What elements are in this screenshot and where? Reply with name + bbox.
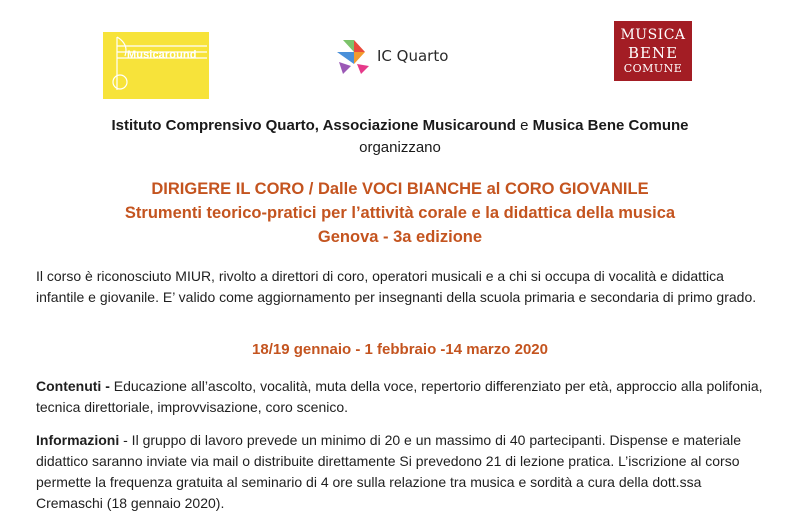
colorful-kite-icon (333, 36, 375, 78)
organizers-verb: organizzano (359, 139, 441, 156)
musica-bene-comune-logo (614, 21, 692, 81)
organizers-part1: Istituto Comprensivo Quarto, Associazione Musicaround (111, 117, 516, 134)
musicaround-logo (103, 32, 209, 99)
informazioni-label: Informazioni (36, 432, 120, 448)
ic-quarto-logo-text: IC Quarto (377, 47, 449, 65)
mbc-logo-line2: BENE (627, 44, 679, 62)
musicaround-logo-text: Musicaround (127, 49, 197, 61)
contenuti-paragraph (36, 376, 766, 418)
course-title-line2: Strumenti teorico-pratici per l’attività corale e la didattica della musica (124, 204, 676, 222)
organizers-part2: Musica Bene Comune (532, 117, 689, 134)
ic-quarto-logo (333, 36, 463, 78)
organizers-block (0, 115, 800, 159)
informazioni-text: - Il gruppo di lavoro prevede un minimo di 20 e un massimo di 40 partecipanti. Dispense e materiale didattico saranno inviate via mail o distribuite direttamente Si prevedono 21 di lezione pratica. L’iscrizione al corso permette la frequenza gratuita al seminario di 4 ore sulla relazione tra musica e sordità a cura della dott.ssa Cremaschi (18 gennaio 2020). (36, 432, 742, 511)
music-note-staff-icon (103, 32, 209, 99)
intro-paragraph: Il corso è riconosciuto MIUR, rivolto a direttori di coro, operatori musicali e a chi si occupa di vocalità e didattica infantile e giovanile. E’ valido come aggiornamento per insegnanti della scuola primaria e secondaria di primo grado. (36, 268, 757, 305)
contenuti-text: Educazione all’ascolto, vocalità, muta della voce, repertorio differenziato per età, approccio alla polifonia, tecnica direttoriale, improvvisazione, coro scenico. (36, 378, 763, 415)
course-title-line1: DIRIGERE IL CORO / Dalle VOCI BIANCHE al CORO GIOVANILE (151, 180, 649, 198)
course-dates: 18/19 gennaio - 1 febbraio -14 marzo 2020 (252, 341, 548, 358)
organizers-conjunction: e (515, 117, 533, 134)
contenuti-label: Contenuti - (36, 378, 110, 394)
mbc-logo-line1: MUSICA (620, 27, 686, 43)
course-title-line3: Genova - 3a edizione (317, 228, 483, 246)
mbc-logo-line3: COMUNE (623, 62, 683, 75)
informazioni-paragraph (36, 430, 766, 514)
course-title (0, 177, 800, 249)
